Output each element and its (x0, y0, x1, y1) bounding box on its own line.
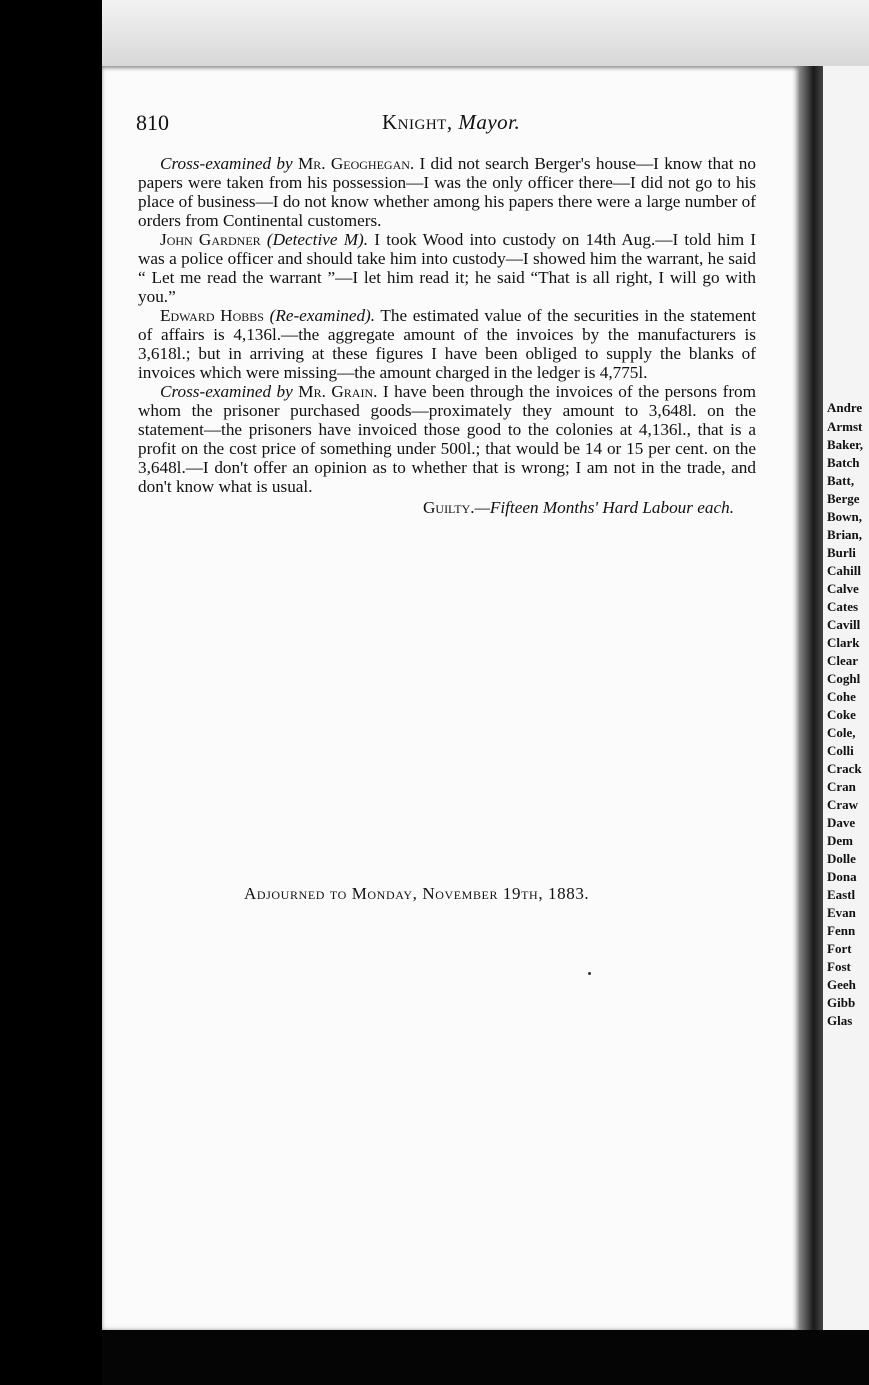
index-name: Andre (827, 400, 863, 415)
paragraph-role: (Re-examined). (269, 306, 376, 325)
index-name: Berge (827, 491, 860, 506)
index-name: Fost (827, 959, 851, 974)
page-number: 810 (136, 110, 169, 135)
index-name: Cavill (827, 617, 861, 632)
ink-speck (588, 972, 591, 975)
index-name: Crack (827, 761, 862, 776)
verdict-label: Guilty. (422, 498, 475, 517)
index-name: Fenn (827, 923, 856, 938)
paragraph-speaker: Mr. Grain. (298, 382, 378, 401)
index-name: Dona (827, 869, 857, 884)
paragraph-speaker: John Gardner (160, 230, 261, 249)
paragraph-lead: Cross-examined by (160, 154, 293, 173)
index-name: Glas (827, 1013, 853, 1028)
testimony-text (138, 154, 756, 517)
index-name: Cahill (827, 563, 861, 578)
scan-border-left (0, 0, 102, 1385)
index-name: Armst (827, 419, 863, 434)
verdict (138, 498, 756, 517)
index-name: Cates (827, 599, 859, 614)
book-gutter (799, 66, 823, 1330)
paragraph-cross-examination-grain (138, 382, 756, 496)
index-name: Calve (827, 581, 859, 596)
adjournment-notice: Adjourned to Monday, November 19th, 1883. (244, 884, 590, 903)
paragraph-role: (Detective M). (266, 230, 369, 249)
paragraph-body: I took Wood into custody on 14th Aug.—I told him I was a police officer and should take him into custody—I showed him the warrant, he said “ Let me read the warrant ”—I let him read it; he said “That is all right, I will go with you.” (138, 230, 757, 306)
index-name: Cole, (827, 725, 856, 740)
running-head-name: Knight, (382, 110, 453, 134)
index-name: Evan (827, 905, 856, 920)
index-name: Brian, (827, 527, 863, 542)
paragraph-cross-examination-geoghegan (138, 154, 756, 230)
paragraph-body: I have been through the invoices of the persons from whom the prisoner purchased goods—proximately they amount to 3,648l. on the statement—the prisoners have invoiced those good to the colonies at 4,136l., that is a profit on the cost price of something under 500l.; that would be 14 or 15 per cent. on the 3,648l.—I don't offer an opinion as to whether that is wrong; I am not in the trade, and don't know what is usual. (138, 382, 757, 496)
index-name: Dolle (827, 851, 856, 866)
scan-border-bottom (102, 1330, 869, 1385)
index-name: Coghl (827, 671, 861, 686)
next-page-edge (823, 66, 869, 1330)
paragraph-speaker: Edward Hobbs (160, 306, 264, 325)
book-page (102, 66, 799, 1330)
index-name: Cran (827, 779, 856, 794)
index-name: Cohe (827, 689, 856, 704)
index-name: Clark (827, 635, 860, 650)
index-name: Bown, (827, 509, 863, 524)
index-name: Batch (827, 455, 860, 470)
index-name: Baker, (827, 437, 863, 452)
index-name: Gibb (827, 995, 856, 1010)
index-name: Craw (827, 797, 859, 812)
running-head-title: Mayor. (458, 110, 521, 134)
paragraph-body: I did not search Berger's house—I know that no papers were taken from his possession—I was the only officer there—I did not go to his place of business—I do not know whether among his papers there were a large number of orders from Continental customers. (138, 154, 756, 230)
paragraph-lead: Cross-examined by (160, 382, 293, 401)
index-name: Coke (827, 707, 856, 722)
index-name: Geeh (827, 977, 856, 992)
index-name: Dem (827, 833, 853, 848)
running-head (382, 110, 520, 135)
index-name: Burli (827, 545, 856, 560)
scan-border-top (102, 0, 869, 66)
index-name: Colli (827, 743, 854, 758)
index-name: Batt, (827, 473, 855, 488)
index-name: Eastl (827, 887, 856, 902)
index-name: Fort (827, 941, 852, 956)
index-name: Clear (827, 653, 859, 668)
paragraph-body: The estimated value of the securities in the statement of affairs is 4,136l.—the aggregate amount of the invoices by the manufacturers is 3,618l.; but in arriving at these figures I have been obliged to supply the blanks of invoices which were missing—the amount charged in the ledger is 4,775l. (138, 306, 757, 382)
index-name: Dave (827, 815, 856, 830)
paragraph-speaker: Mr. Geoghegan. (297, 154, 415, 173)
paragraph-gardner (138, 230, 756, 306)
paragraph-hobbs (138, 306, 756, 382)
verdict-sentence: —Fifteen Months' Hard Labour each. (474, 498, 734, 517)
